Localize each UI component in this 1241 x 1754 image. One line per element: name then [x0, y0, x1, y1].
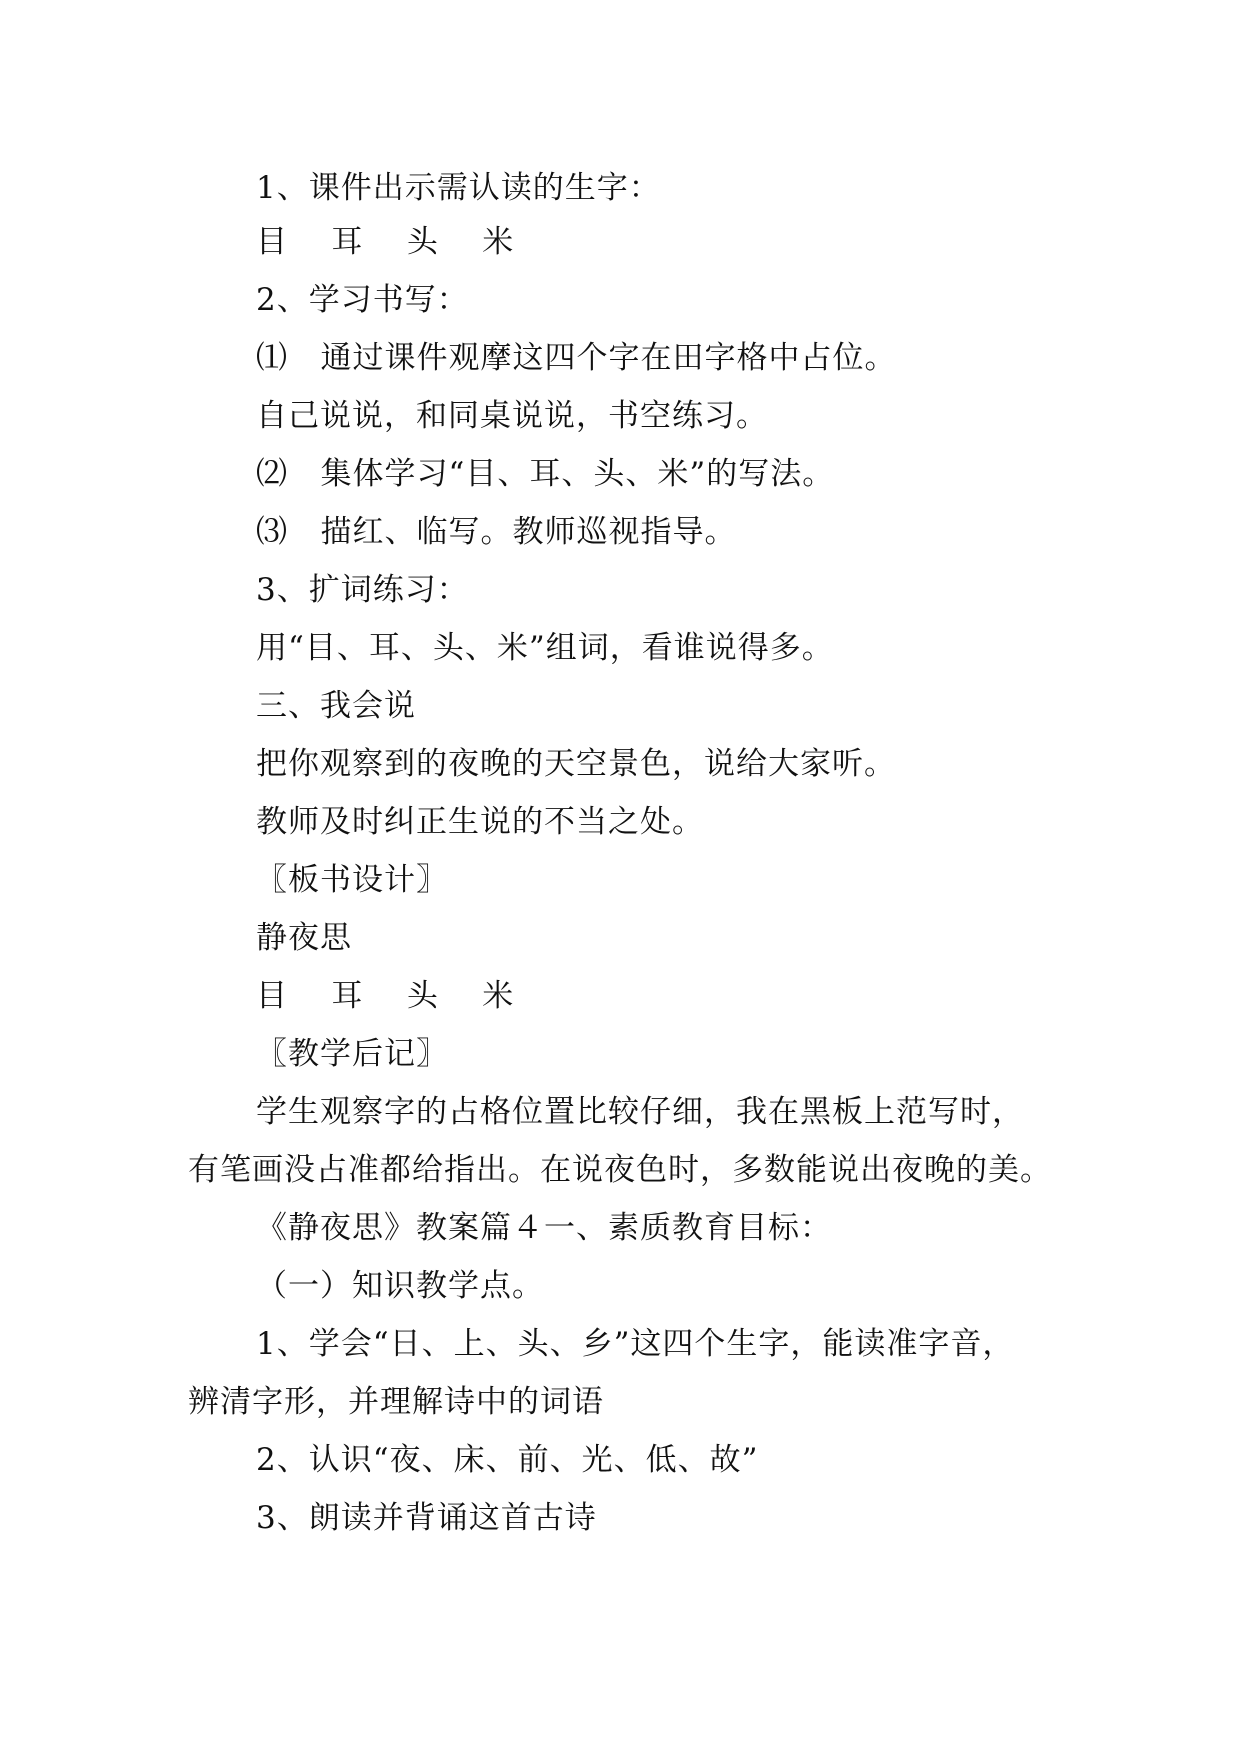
- section-heading: 三、我会说: [256, 688, 416, 724]
- section-heading: 《静夜思》教案篇４一、素质教育目标：: [256, 1210, 832, 1246]
- text-line: ⑵ 集体学习“目、耳、头、米”的写法。: [256, 456, 835, 492]
- text-line: 3、朗读并背诵这首古诗: [256, 1500, 597, 1536]
- text-line: 1、课件出示需认读的生字：: [256, 170, 661, 206]
- text-line: 3、扩词练习：: [256, 572, 469, 608]
- paragraph-line: 学生观察字的占格位置比较仔细，我在黑板上范写时，: [256, 1094, 1024, 1130]
- text-line: 2、学习书写：: [256, 282, 469, 318]
- paragraph-line: 辨清字形，并理解诗中的词语: [188, 1384, 604, 1420]
- text-line: ⑶ 描红、临写。教师巡视指导。: [256, 514, 737, 550]
- text-line: 目 耳 头 米: [256, 978, 515, 1014]
- section-heading: 〖板书设计〗: [256, 862, 448, 898]
- paragraph-line: 1、学会“日、上、头、乡”这四个生字，能读准字音，: [256, 1326, 1015, 1362]
- text-line: ⑴ 通过课件观摩这四个字在田字格中占位。: [256, 340, 897, 376]
- text-line: 静夜思: [256, 920, 352, 956]
- text-line: 教师及时纠正生说的不当之处。: [256, 804, 704, 840]
- text-line: 2、认识“夜、床、前、光、低、故”: [256, 1442, 759, 1478]
- paragraph-line: 有笔画没占准都给指出。在说夜色时，多数能说出夜晚的美。: [188, 1152, 1052, 1188]
- text-line: 自己说说，和同桌说说，书空练习。: [256, 398, 768, 434]
- text-line: 把你观察到的夜晚的天空景色，说给大家听。: [256, 746, 896, 782]
- text-line: 用“目、耳、头、米”组词，看谁说得多。: [256, 630, 834, 666]
- text-line: 目 耳 头 米: [256, 224, 515, 260]
- section-heading: 〖教学后记〗: [256, 1036, 448, 1072]
- text-line: （一）知识教学点。: [256, 1268, 544, 1304]
